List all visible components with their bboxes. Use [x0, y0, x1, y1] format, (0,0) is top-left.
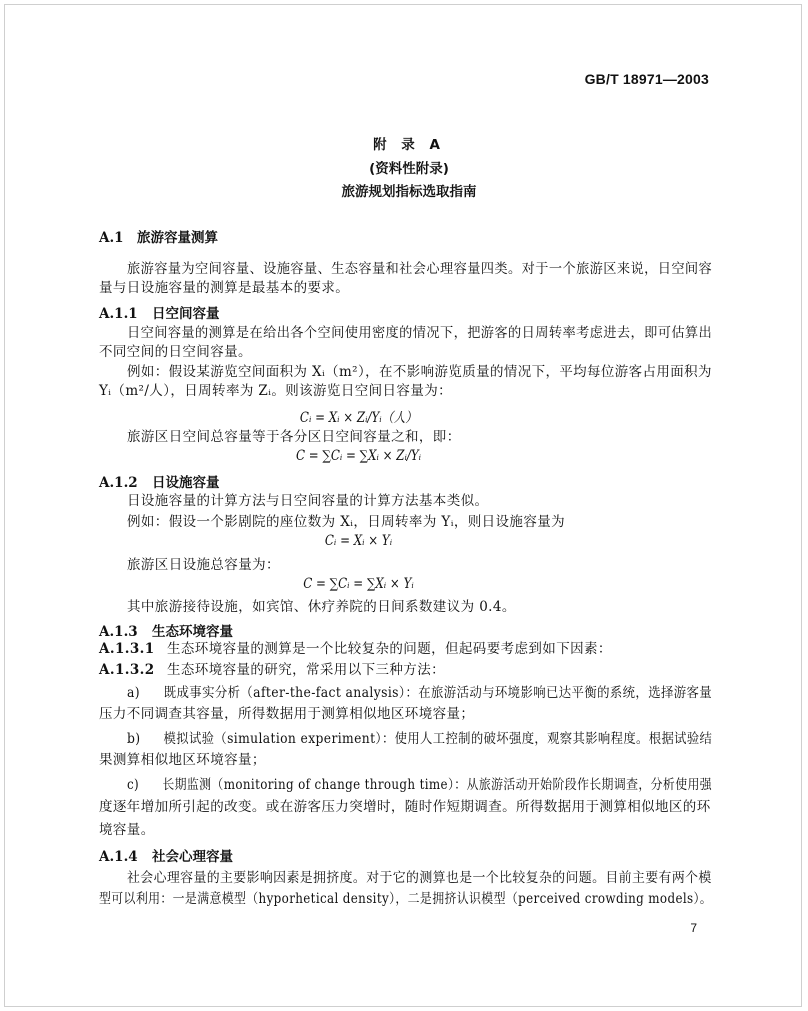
paragraph-line: 日空间容量的测算是在给出各个空间使用密度的情况下，把游客的日周转率考虑进去，即可估算出: [127, 325, 713, 341]
subclause-number: A.1.3.1: [99, 641, 155, 657]
paragraph-line: 量与日设施容量的测算是最基本的要求。: [99, 280, 350, 296]
section-number: A.1.3: [99, 624, 138, 640]
section-title: 旅游容量测算: [137, 230, 218, 246]
paragraph-line: 境容量。: [99, 822, 155, 838]
section-number: A.1.1: [99, 306, 138, 322]
paragraph-line: 度逐年增加所引起的改变。或在游客压力突增时，随时作短期调查。所得数据用于测算相似地区的环: [99, 799, 711, 815]
subclause-a1-3-1: [99, 641, 612, 657]
section-heading-a1-1: [99, 302, 220, 322]
list-item-label: b): [127, 731, 141, 747]
list-item-text: 长期监测（monitoring of change through time）：从旅游活动开始阶段作长期调查，分析使用强: [162, 777, 713, 793]
formula: C = ∑Cᵢ = ∑Xᵢ × Yᵢ: [303, 576, 414, 592]
section-heading-a1: [99, 226, 218, 246]
section-number: A.1.2: [99, 475, 138, 491]
paragraph-line: 例如：假设某游览空间面积为 Xᵢ（m²），在不影响游览质量的情况下，平均每位游客占用面积为: [127, 364, 712, 380]
standard-code: GB/T 18971—2003: [584, 71, 709, 87]
page-number: 7: [690, 921, 697, 935]
paragraph-line: 日设施容量的计算方法与日空间容量的计算方法基本类似。: [127, 493, 489, 509]
annex-title: 附 录 A: [373, 137, 445, 153]
paragraph-line: 社会心理容量的主要影响因素是拥挤度。对于它的测算也是一个比较复杂的问题。目前主要有两个模: [127, 870, 712, 886]
subclause-a1-3-2: [99, 662, 445, 678]
section-number: A.1.4: [99, 849, 138, 865]
formula: C = ∑Cᵢ = ∑Xᵢ × Zᵢ/Yᵢ: [295, 448, 422, 464]
paragraph-line: 旅游区日空间总容量等于各分区日空间容量之和，即：: [127, 429, 461, 445]
list-item-b: [127, 731, 712, 747]
section-heading-a1-3: [99, 620, 233, 640]
section-title: 日设施容量: [152, 475, 220, 491]
list-item-a: [127, 685, 712, 701]
list-item-c: [127, 777, 712, 793]
section-title: 生态环境容量: [152, 624, 233, 640]
list-item-text: 模拟试验（simulation experiment）：使用人工控制的破坏强度，观察其影响程度。根据试验结: [163, 731, 713, 747]
list-item-text: 既成事实分析（after-the-fact analysis）：在旅游活动与环境影响已达平衡的系统，选择游客量: [163, 685, 713, 701]
annex-nature: (资料性附录): [369, 161, 449, 177]
subclause-number: A.1.3.2: [99, 662, 155, 678]
section-number: A.1: [99, 230, 124, 246]
section-title: 日空间容量: [152, 306, 220, 322]
paragraph-line: 旅游容量为空间容量、设施容量、生态容量和社会心理容量四类。对于一个旅游区来说，日空间容: [127, 261, 713, 277]
paragraph-line: 果测算相似地区环境容量；: [99, 752, 266, 768]
formula: Cᵢ = Xᵢ × Yᵢ: [324, 533, 393, 549]
paragraph-line: 压力不同调查其容量，所得数据用于测算相似地区环境容量；: [99, 706, 475, 722]
paragraph-line: 型可以利用：一是满意模型（hyporhetical density），二是拥挤认识模型（perceived crowding models）。: [99, 891, 713, 907]
paragraph-line: Yᵢ（m²/人），日周转率为 Zᵢ。则该游览日空间日容量为：: [99, 383, 453, 399]
page: [4, 4, 802, 1007]
formula: Cᵢ = Xᵢ × Zᵢ/Yᵢ（人）: [299, 410, 418, 426]
paragraph-line: 旅游区日设施总容量为：: [127, 557, 280, 573]
paragraph-line: 例如：假设一个影剧院的座位数为 Xᵢ，日周转率为 Yᵢ，则日设施容量为: [127, 514, 566, 530]
section-heading-a1-4: [99, 845, 233, 865]
subclause-text: 生态环境容量的测算是一个比较复杂的问题，但起码要考虑到如下因素：: [167, 641, 612, 657]
subclause-text: 生态环境容量的研究，常采用以下三种方法：: [167, 662, 445, 678]
annex-name: 旅游规划指标选取指南: [341, 184, 477, 200]
list-item-label: c): [127, 777, 140, 793]
section-heading-a1-2: [99, 471, 220, 491]
list-item-label: a): [127, 685, 140, 701]
paragraph-line: 其中旅游接待设施，如宾馆、休疗养院的日间系数建议为 0.4。: [127, 599, 516, 615]
paragraph-line: 不同空间的日空间容量。: [99, 344, 252, 360]
section-title: 社会心理容量: [152, 849, 233, 865]
